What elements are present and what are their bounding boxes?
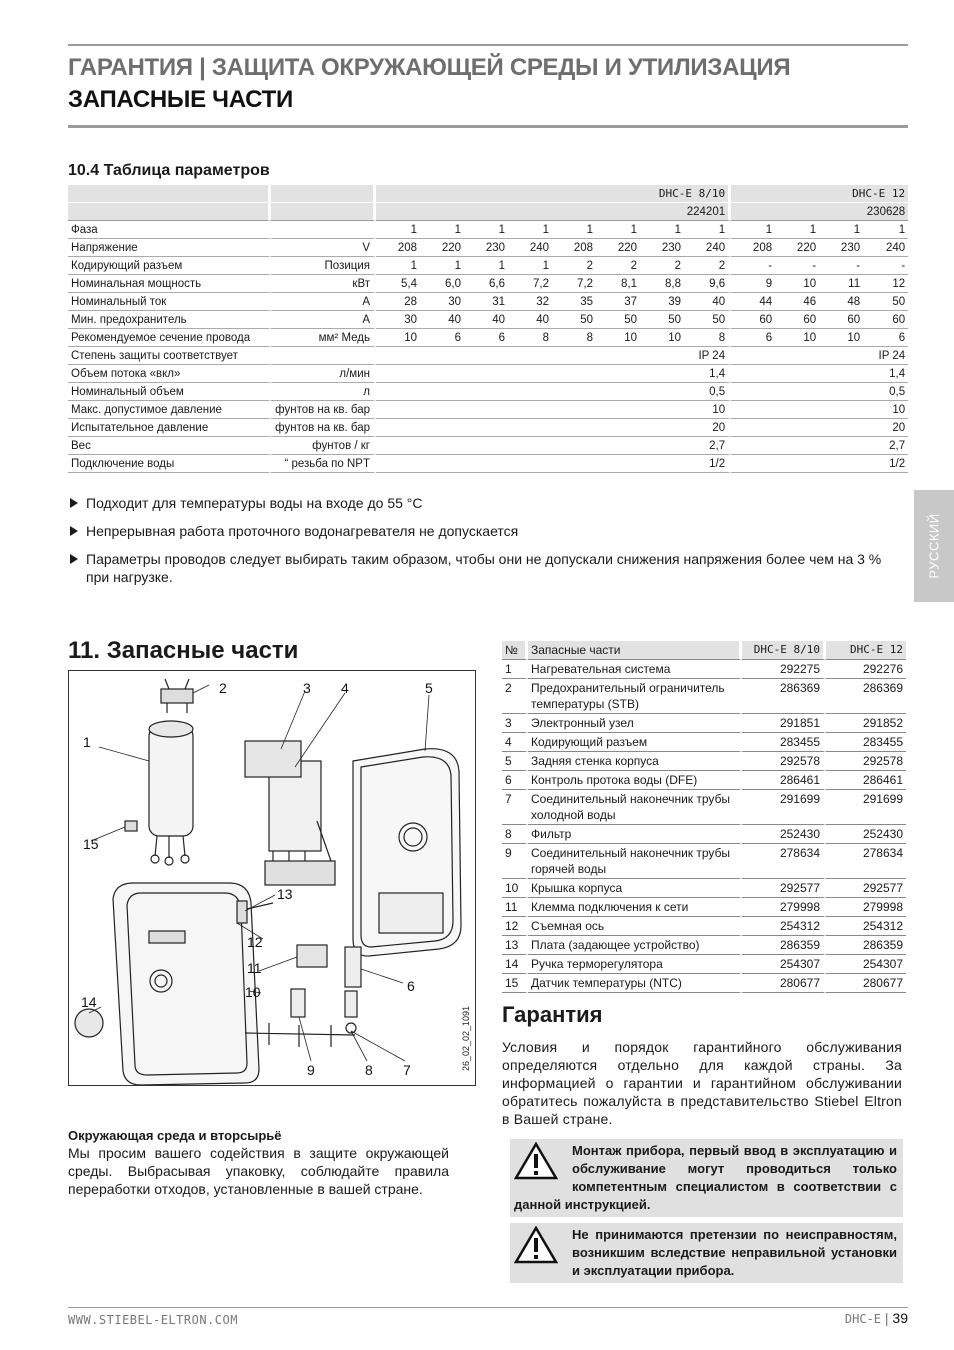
figure-callout-7: 7: [403, 1062, 411, 1078]
parts-row: [502, 714, 906, 733]
part-code-model2: 254312: [826, 917, 906, 936]
param-value: 60: [731, 311, 775, 329]
param-value: 1: [464, 221, 508, 239]
figure-callout-14: 14: [81, 994, 97, 1010]
part-name: Предохранительный ограничитель температуры (STB): [528, 679, 742, 714]
footer-rule: [68, 1307, 908, 1308]
param-value: 31: [464, 293, 508, 311]
param-value: 2,7: [731, 437, 908, 455]
param-unit: кВт: [271, 275, 376, 293]
parts-col-model1: DHC-E 8/10: [742, 641, 826, 660]
triangle-bullet-icon: [70, 554, 78, 564]
param-value: 2: [552, 257, 596, 275]
part-number: 6: [502, 771, 528, 790]
param-value: 50: [552, 311, 596, 329]
parts-row: [502, 917, 906, 936]
parts-row: [502, 898, 906, 917]
param-value: 8,8: [640, 275, 684, 293]
header-title-line2: ЗАПАСНЫЕ ЧАСТИ: [68, 86, 293, 113]
param-value: 8,1: [596, 275, 640, 293]
figure-callout-6: 6: [407, 978, 415, 994]
param-value: 220: [420, 239, 464, 257]
param-value: 46: [775, 293, 819, 311]
param-value: 9: [731, 275, 775, 293]
param-value: 8: [552, 329, 596, 347]
part-name: Задняя стенка корпуса: [528, 752, 742, 771]
param-value: 6: [464, 329, 508, 347]
part-code-model1: 291851: [742, 714, 826, 733]
param-value: 28: [376, 293, 420, 311]
note-item: Параметры проводов следует выбирать таким образом, чтобы они не допускали снижения напряжения более чем на 3 % при нагрузке.: [68, 550, 898, 586]
params-row: [68, 437, 908, 455]
part-code-model1: 286359: [742, 936, 826, 955]
param-value: 40: [508, 311, 552, 329]
param-value: 10: [376, 329, 420, 347]
header-rule-top: [68, 44, 908, 46]
exploded-view-figure: [68, 670, 476, 1086]
params-row: [68, 419, 908, 437]
figure-callout-5: 5: [425, 680, 433, 696]
part-name: Кодирующий разъем: [528, 733, 742, 752]
warning-box-installation: Монтаж прибора, первый ввод в эксплуатацию и обслуживание могут проводиться только компетентным специалистом в соответствии с данной инструкцией.: [510, 1139, 903, 1217]
param-unit: Позиция: [271, 257, 376, 275]
figure-callout-15: 15: [83, 836, 99, 852]
spare-parts-table: [502, 641, 906, 993]
params-row: [68, 239, 908, 257]
figure-callout-10: 10: [245, 984, 261, 1000]
param-label: Кодирующий разъем: [68, 257, 271, 275]
model-1-code: 224201: [376, 203, 731, 221]
params-row: [68, 401, 908, 419]
part-code-model1: 278634: [742, 844, 826, 879]
param-unit: мм² Медь: [271, 329, 376, 347]
figure-callout-13: 13: [277, 886, 293, 902]
param-value: 7,2: [508, 275, 552, 293]
part-name: Датчик температуры (NTC): [528, 974, 742, 993]
param-value: -: [819, 257, 863, 275]
param-value: IP 24: [376, 347, 731, 365]
param-value: 40: [420, 311, 464, 329]
model-1-label: DHC-E 8/10: [376, 185, 731, 203]
notes-list: [68, 494, 898, 596]
param-value: 1: [376, 221, 420, 239]
param-value: 2: [684, 257, 731, 275]
environment-title: Окружающая среда и вторсырьё: [68, 1128, 282, 1143]
param-value: 6: [420, 329, 464, 347]
warning-triangle-icon: [514, 1226, 566, 1266]
params-row: [68, 329, 908, 347]
part-number: 4: [502, 733, 528, 752]
model-2-code: 230628: [731, 203, 908, 221]
param-value: -: [863, 257, 908, 275]
note-item: Подходит для температуры воды на входе до 55 °C: [68, 494, 898, 512]
param-value: 6: [863, 329, 908, 347]
param-value: 30: [376, 311, 420, 329]
param-unit: [271, 221, 376, 239]
param-value: 1: [420, 257, 464, 275]
param-value: 208: [376, 239, 420, 257]
param-value: 32: [508, 293, 552, 311]
param-value: 20: [731, 419, 908, 437]
param-value: 220: [596, 239, 640, 257]
param-value: 208: [552, 239, 596, 257]
parts-col-name: Запасные части: [528, 641, 742, 660]
figure-callout-11: 11: [247, 960, 262, 976]
part-name: Контроль протока воды (DFE): [528, 771, 742, 790]
param-value: 0,5: [376, 383, 731, 401]
section-11-title: 11. Запасные части: [68, 637, 299, 664]
param-unit: фунтов на кв. бар: [271, 419, 376, 437]
part-code-model2: 254307: [826, 955, 906, 974]
param-value: 2: [640, 257, 684, 275]
part-code-model2: 292276: [826, 660, 906, 679]
part-name: Клемма подключения к сети: [528, 898, 742, 917]
warranty-body: Условия и порядок гарантийного обслуживания определяются отдельно для каждой страны. За информацией о гарантии и гарантийном обслуживании обратитесь пожалуйста в представительство Stiebel Eltron в Вашей стране.: [502, 1039, 902, 1127]
section-10-4-title: 10.4 Таблица параметров: [68, 162, 270, 179]
part-code-model2: 279998: [826, 898, 906, 917]
part-number: 2: [502, 679, 528, 714]
part-number: 12: [502, 917, 528, 936]
param-value: 12: [863, 275, 908, 293]
param-value: 1: [508, 257, 552, 275]
footer-separator: |: [884, 1310, 889, 1326]
param-value: 240: [508, 239, 552, 257]
param-value: 230: [819, 239, 863, 257]
part-code-model2: 286359: [826, 936, 906, 955]
param-unit: A: [271, 293, 376, 311]
part-name: Соединительный наконечник трубы холодной воды: [528, 790, 742, 825]
part-code-model1: 254307: [742, 955, 826, 974]
params-row: [68, 347, 908, 365]
language-side-tab: РУССКИЙ: [914, 490, 954, 602]
parts-row: [502, 790, 906, 825]
param-value: 8: [508, 329, 552, 347]
parts-row: [502, 936, 906, 955]
param-value: 1: [863, 221, 908, 239]
param-value: 1: [508, 221, 552, 239]
param-value: 1: [552, 221, 596, 239]
param-value: 20: [376, 419, 731, 437]
param-value: 240: [684, 239, 731, 257]
figure-callout-12: 12: [247, 934, 263, 950]
param-value: 8: [684, 329, 731, 347]
part-number: 1: [502, 660, 528, 679]
part-code-model1: 283455: [742, 733, 826, 752]
parts-row: [502, 771, 906, 790]
param-value: 208: [731, 239, 775, 257]
params-row: [68, 311, 908, 329]
parts-row: [502, 955, 906, 974]
param-value: 6: [731, 329, 775, 347]
param-unit: л/мин: [271, 365, 376, 383]
param-value: 2,7: [376, 437, 731, 455]
part-number: 9: [502, 844, 528, 879]
param-label: Подключение воды: [68, 455, 271, 473]
param-value: 1/2: [731, 455, 908, 473]
figure-callout-8: 8: [365, 1062, 373, 1078]
params-row: [68, 275, 908, 293]
part-name: Ручка терморегулятора: [528, 955, 742, 974]
param-value: 40: [464, 311, 508, 329]
param-label: Испытательное давление: [68, 419, 271, 437]
param-value: 44: [731, 293, 775, 311]
part-number: 3: [502, 714, 528, 733]
param-label: Мин. предохранитель: [68, 311, 271, 329]
param-value: IP 24: [731, 347, 908, 365]
param-value: 230: [640, 239, 684, 257]
footer-model: DHC-E: [844, 1312, 881, 1326]
part-number: 7: [502, 790, 528, 825]
param-value: 60: [775, 311, 819, 329]
part-code-model1: 254312: [742, 917, 826, 936]
parameters-table: [68, 185, 908, 473]
parts-row: [502, 679, 906, 714]
part-number: 5: [502, 752, 528, 771]
param-value: 1: [819, 221, 863, 239]
part-number: 13: [502, 936, 528, 955]
params-row: [68, 455, 908, 473]
param-label: Степень защиты соответствует: [68, 347, 271, 365]
param-value: 2: [596, 257, 640, 275]
part-code-model2: 286461: [826, 771, 906, 790]
param-value: 35: [552, 293, 596, 311]
param-label: Макс. допустимое давление: [68, 401, 271, 419]
part-code-model2: 292577: [826, 879, 906, 898]
param-value: 1,4: [731, 365, 908, 383]
param-value: 39: [640, 293, 684, 311]
param-value: 1: [731, 221, 775, 239]
warning-box-claims: Не принимаются претензии по неисправностям, возникшим вследствие неправильной установки и эксплуатации прибора.: [510, 1223, 903, 1283]
param-unit: V: [271, 239, 376, 257]
param-unit: “ резьба по NPT: [271, 455, 376, 473]
param-label: Номинальная мощность: [68, 275, 271, 293]
param-value: 10: [819, 329, 863, 347]
header-title-line1: ГАРАНТИЯ | ЗАЩИТА ОКРУЖАЮЩЕЙ СРЕДЫ И УТИЛИЗАЦИЯ: [68, 54, 791, 81]
part-code-model1: 292577: [742, 879, 826, 898]
param-label: Номинальный объем: [68, 383, 271, 401]
part-code-model2: 283455: [826, 733, 906, 752]
part-code-model2: 278634: [826, 844, 906, 879]
part-code-model2: 286369: [826, 679, 906, 714]
param-value: 10: [596, 329, 640, 347]
part-code-model1: 286461: [742, 771, 826, 790]
part-code-model1: 280677: [742, 974, 826, 993]
param-value: 0,5: [731, 383, 908, 401]
header-rule-bottom: [68, 125, 908, 128]
part-code-model1: 279998: [742, 898, 826, 917]
parts-row: [502, 660, 906, 679]
param-value: 7,2: [552, 275, 596, 293]
parts-row: [502, 752, 906, 771]
param-value: 230: [464, 239, 508, 257]
param-label: Фаза: [68, 221, 271, 239]
exploded-view-drawing: [69, 671, 475, 1085]
environment-body: Мы просим вашего содействия в защите окружающей среды. Выбрасывая упаковку, соблюдайте правила переработки отходов, установленные в вашей стране.: [68, 1145, 449, 1197]
params-row: [68, 383, 908, 401]
param-unit: фунтов на кв. бар: [271, 401, 376, 419]
footer-url[interactable]: WWW.STIEBEL-ELTRON.COM: [68, 1313, 238, 1327]
part-code-model2: 280677: [826, 974, 906, 993]
parts-row: [502, 825, 906, 844]
part-number: 15: [502, 974, 528, 993]
figure-callout-1: 1: [83, 734, 91, 750]
param-value: 50: [684, 311, 731, 329]
param-value: 60: [819, 311, 863, 329]
param-value: 50: [596, 311, 640, 329]
param-value: 1/2: [376, 455, 731, 473]
note-item: Непрерывная работа проточного водонагревателя не допускается: [68, 522, 898, 540]
part-number: 11: [502, 898, 528, 917]
part-code-model1: 292578: [742, 752, 826, 771]
part-name: Съемная ось: [528, 917, 742, 936]
params-row: [68, 365, 908, 383]
triangle-bullet-icon: [70, 498, 78, 508]
params-row: [68, 257, 908, 275]
param-value: 1: [684, 221, 731, 239]
param-value: 1: [376, 257, 420, 275]
param-value: 1: [596, 221, 640, 239]
param-value: 10: [640, 329, 684, 347]
param-unit: фунтов / кг: [271, 437, 376, 455]
param-value: 60: [863, 311, 908, 329]
param-value: 1: [775, 221, 819, 239]
part-name: Плата (задающее устройство): [528, 936, 742, 955]
figure-id-label: 26_02_02_1091: [461, 1005, 471, 1071]
param-value: 240: [863, 239, 908, 257]
param-value: 37: [596, 293, 640, 311]
param-value: 10: [376, 401, 731, 419]
param-label: Вес: [68, 437, 271, 455]
part-number: 8: [502, 825, 528, 844]
param-value: -: [731, 257, 775, 275]
part-number: 10: [502, 879, 528, 898]
param-label: Напряжение: [68, 239, 271, 257]
param-unit: A: [271, 311, 376, 329]
figure-callout-9: 9: [307, 1062, 315, 1078]
warning-triangle-icon: [514, 1142, 566, 1182]
params-row: [68, 293, 908, 311]
parts-row: [502, 844, 906, 879]
param-value: 6,0: [420, 275, 464, 293]
param-value: 1: [420, 221, 464, 239]
part-name: Крышка корпуса: [528, 879, 742, 898]
part-code-model1: 291699: [742, 790, 826, 825]
part-name: Соединительный наконечник трубы горячей воды: [528, 844, 742, 879]
part-code-model2: 252430: [826, 825, 906, 844]
param-value: 1,4: [376, 365, 731, 383]
param-value: 48: [819, 293, 863, 311]
parts-col-no: №: [502, 641, 528, 660]
param-value: 5,4: [376, 275, 420, 293]
param-value: 50: [640, 311, 684, 329]
part-code-model1: 252430: [742, 825, 826, 844]
param-value: -: [775, 257, 819, 275]
figure-callout-4: 4: [341, 680, 349, 696]
part-code-model1: 286369: [742, 679, 826, 714]
footer-page-info: [845, 1310, 908, 1326]
param-value: 220: [775, 239, 819, 257]
footer-page-number: 39: [892, 1310, 908, 1326]
param-label: Номинальный ток: [68, 293, 271, 311]
param-value: 11: [819, 275, 863, 293]
parts-header-row: [502, 641, 906, 660]
param-unit: [271, 347, 376, 365]
figure-callout-2: 2: [219, 680, 227, 696]
parts-row: [502, 733, 906, 752]
param-value: 1: [640, 221, 684, 239]
param-label: Объем потока «вкл»: [68, 365, 271, 383]
params-header-models: [68, 185, 908, 203]
params-row: [68, 221, 908, 239]
part-code-model2: 292578: [826, 752, 906, 771]
part-code-model2: 291852: [826, 714, 906, 733]
model-2-label: DHC-E 12: [731, 185, 908, 203]
triangle-bullet-icon: [70, 526, 78, 536]
param-value: 9,6: [684, 275, 731, 293]
param-value: 10: [731, 401, 908, 419]
param-value: 1: [464, 257, 508, 275]
param-value: 6,6: [464, 275, 508, 293]
figure-callout-3: 3: [303, 680, 311, 696]
param-value: 40: [684, 293, 731, 311]
param-label: Рекомендуемое сечение провода: [68, 329, 271, 347]
parts-row: [502, 974, 906, 993]
param-unit: л: [271, 383, 376, 401]
part-number: 14: [502, 955, 528, 974]
param-value: 30: [420, 293, 464, 311]
parts-row: [502, 879, 906, 898]
part-code-model1: 292275: [742, 660, 826, 679]
param-value: 10: [775, 329, 819, 347]
warranty-title: Гарантия: [502, 1002, 603, 1027]
param-value: 50: [863, 293, 908, 311]
part-name: Нагревательная система: [528, 660, 742, 679]
part-name: Фильтр: [528, 825, 742, 844]
params-header-codes: [68, 203, 908, 221]
parts-col-model2: DHC-E 12: [826, 641, 906, 660]
param-value: 10: [775, 275, 819, 293]
part-name: Электронный узел: [528, 714, 742, 733]
part-code-model2: 291699: [826, 790, 906, 825]
